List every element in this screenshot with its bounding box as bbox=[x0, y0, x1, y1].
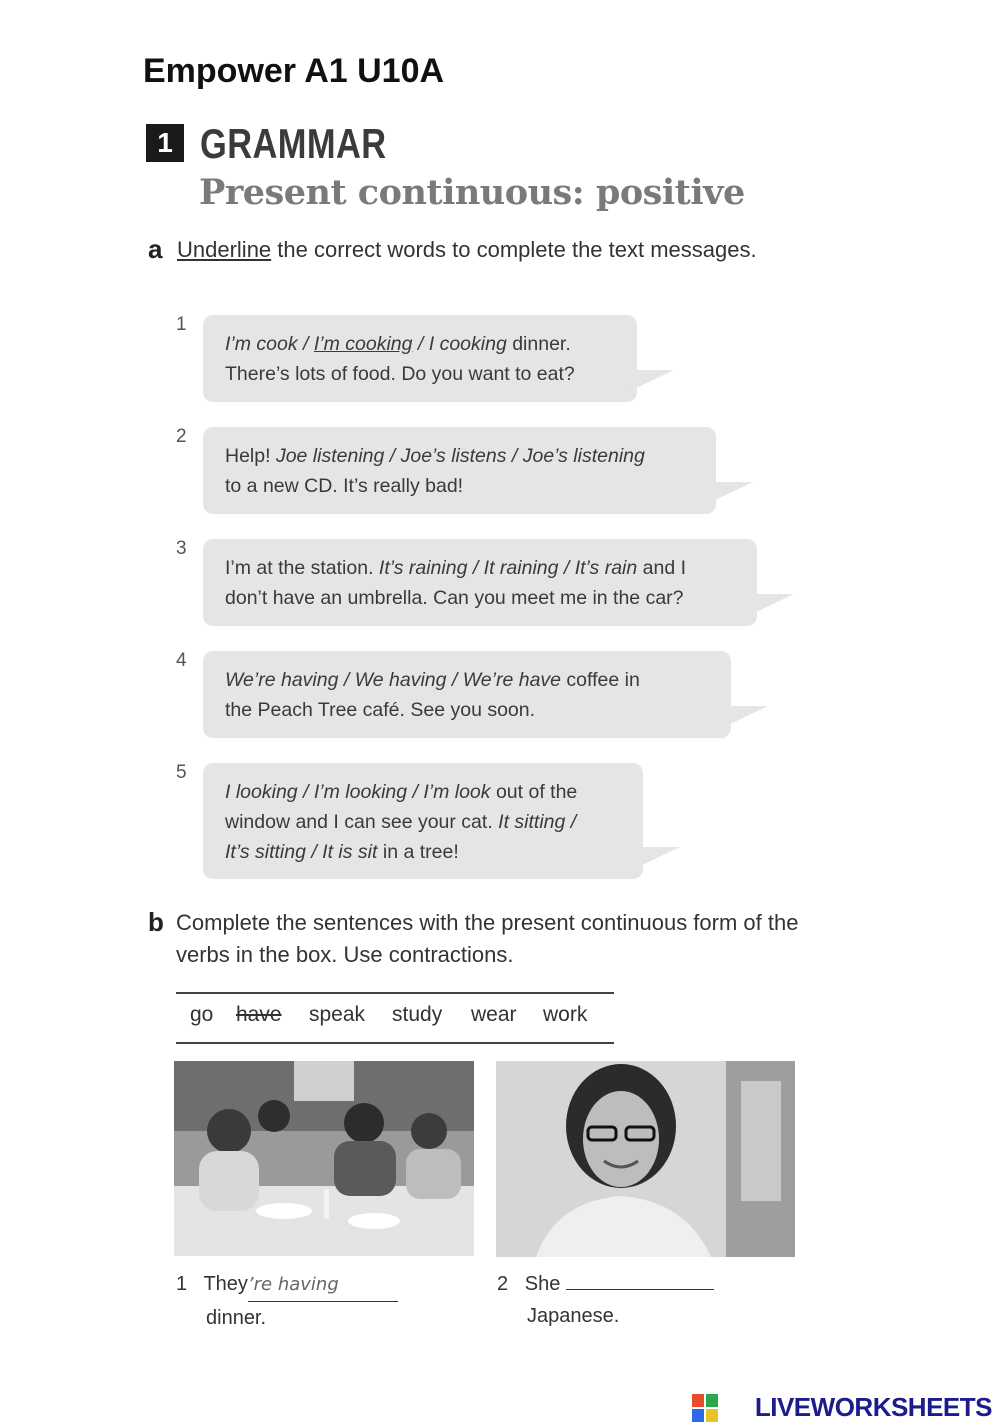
text-message-bubble bbox=[203, 763, 643, 879]
message-text: the Peach Tree café. See you soon. bbox=[225, 699, 536, 721]
dinner-photo bbox=[174, 1061, 474, 1256]
bubble-line bbox=[225, 441, 694, 471]
bubble-tail bbox=[628, 370, 674, 392]
exercise-b-letter: b bbox=[148, 907, 164, 937]
answer-option-text[interactable]: We’re having / We having / We’re have bbox=[225, 669, 562, 691]
text-message-bubble bbox=[203, 427, 716, 514]
item-number: 2 bbox=[497, 1273, 509, 1295]
bubble-line bbox=[225, 837, 621, 867]
item-text-before: They bbox=[203, 1273, 248, 1295]
message-text: in a tree! bbox=[377, 841, 459, 863]
word-box-item: speak bbox=[309, 1003, 366, 1026]
bubble-number: 3 bbox=[176, 538, 187, 559]
item-text-after: dinner. bbox=[206, 1307, 267, 1329]
bubble-line bbox=[225, 665, 709, 695]
answer-blank[interactable]: ’re having bbox=[248, 1269, 398, 1302]
instruction-underline-word: Underline bbox=[177, 237, 272, 262]
liveworksheets-logo-text: LIVEWORKSHEETS bbox=[754, 1392, 992, 1422]
word-box-item: work bbox=[543, 1003, 588, 1026]
bubble-line bbox=[225, 553, 735, 583]
message-text: window and I can see your cat. bbox=[225, 811, 499, 833]
bubble-tail bbox=[634, 847, 680, 869]
word-box-item: study bbox=[392, 1003, 443, 1026]
bubble-line bbox=[225, 695, 709, 725]
section-title: GRAMMAR bbox=[200, 120, 387, 167]
liveworksheets-logo-icon bbox=[692, 1394, 718, 1422]
woman-photo bbox=[496, 1061, 795, 1257]
section-subtitle: Present continuous: positive bbox=[199, 172, 745, 213]
exercise-a-letter: a bbox=[148, 234, 163, 264]
bubble-number: 2 bbox=[176, 426, 187, 447]
bubble-number: 4 bbox=[176, 650, 187, 671]
word-box-item-used: have bbox=[236, 1003, 282, 1026]
exercise-a-instruction bbox=[177, 234, 777, 265]
instruction-rest: the correct words to complete the text messages. bbox=[271, 237, 757, 262]
message-text: Help! bbox=[225, 445, 276, 467]
exercise-b-instruction: Complete the sentences with the present continuous form of the verbs in the box. Use contractions. bbox=[176, 910, 799, 967]
word-box-item: wear bbox=[471, 1003, 517, 1026]
bubble-line bbox=[225, 329, 615, 359]
word-box-item: go bbox=[190, 1003, 214, 1026]
item-number: 1 bbox=[176, 1273, 188, 1295]
text-message-bubble bbox=[203, 651, 731, 738]
bubble-line bbox=[225, 359, 615, 389]
message-text: coffee in bbox=[561, 669, 640, 691]
answer-option-text[interactable]: I looking / I’m looking / I’m look bbox=[225, 781, 491, 803]
message-text: to a new CD. It’s really bad! bbox=[225, 475, 464, 497]
bubble-line bbox=[225, 807, 621, 837]
bubble-line bbox=[225, 471, 694, 501]
bubble-tail bbox=[748, 594, 794, 616]
section-number: 1 bbox=[146, 124, 184, 162]
answer-option-text[interactable]: / I cooking bbox=[412, 333, 507, 355]
bubble-number: 1 bbox=[176, 314, 187, 335]
message-text: out of the bbox=[490, 781, 578, 803]
bubble-line bbox=[225, 777, 621, 807]
answer-option-text[interactable]: I’m cooking bbox=[313, 333, 413, 355]
answer-blank[interactable] bbox=[566, 1271, 714, 1290]
text-message-bubble bbox=[203, 539, 757, 626]
bubble-number: 5 bbox=[176, 762, 187, 783]
bubble-line bbox=[225, 583, 735, 613]
bubble-tail bbox=[722, 706, 768, 728]
woman-photo-image bbox=[496, 1061, 795, 1257]
exercise-b-item-1 bbox=[176, 1268, 398, 1334]
answer-option-text[interactable]: Joe listening / Joe’s listens / Joe’s listening bbox=[275, 445, 645, 467]
answer-option-text[interactable]: It sitting / bbox=[498, 811, 577, 833]
exercise-b-item-2 bbox=[497, 1268, 714, 1332]
item-text-before: She bbox=[524, 1273, 561, 1295]
answer-option-text[interactable]: It’s sitting / It is sit bbox=[225, 841, 378, 863]
dinner-photo-image bbox=[174, 1061, 474, 1256]
item-text-after: Japanese. bbox=[527, 1305, 620, 1327]
document-title: Empower A1 U10A bbox=[143, 52, 445, 90]
message-text: dinner. bbox=[506, 333, 571, 355]
message-text: I’m at the station. bbox=[225, 557, 379, 579]
message-text: and I bbox=[637, 557, 687, 579]
answer-option-text[interactable]: I’m cook / bbox=[225, 333, 314, 355]
answer-option-text[interactable]: It’s raining / It raining / It’s rain bbox=[378, 557, 638, 579]
message-text: There’s lots of food. Do you want to eat? bbox=[225, 363, 575, 385]
bubble-tail bbox=[707, 482, 753, 504]
logo-mark-image bbox=[692, 1394, 718, 1422]
text-message-bubble bbox=[203, 315, 637, 402]
message-text: don’t have an umbrella. Can you meet me in the car? bbox=[225, 587, 684, 609]
